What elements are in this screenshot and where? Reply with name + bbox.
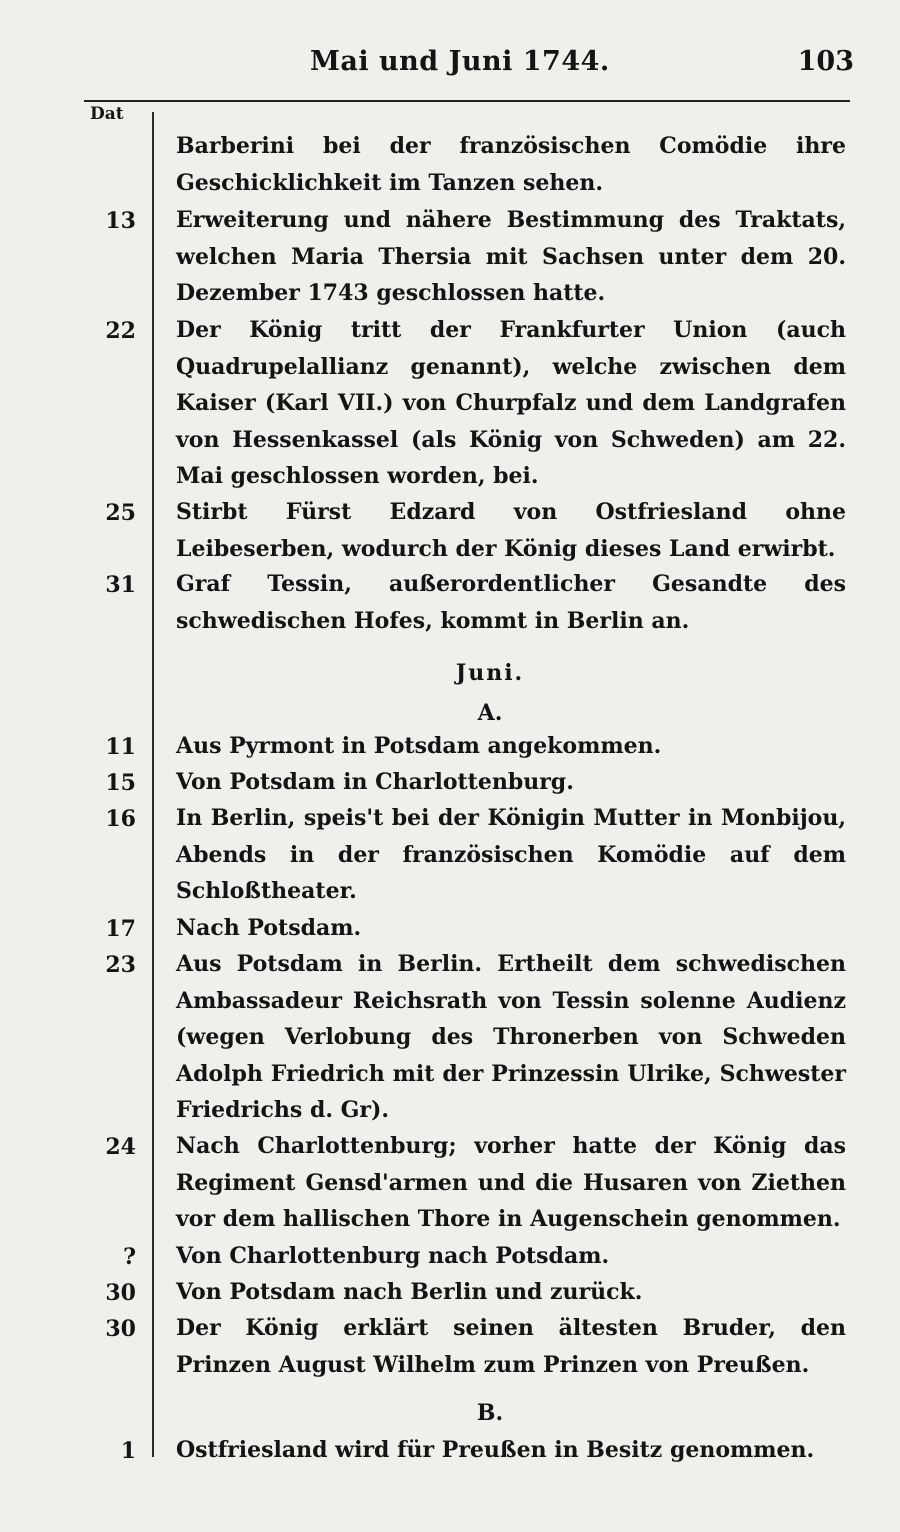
entry-day: 24: [105, 1134, 136, 1160]
entry-day: 22: [105, 318, 136, 344]
entry-text: Nach Potsdam.: [176, 915, 362, 941]
subsection-b: B.: [476, 1400, 504, 1426]
page-number: 103: [797, 46, 854, 77]
entry-text: Aus Pyrmont in Potsdam angekommen.: [176, 733, 662, 759]
entry-text: In Berlin, speis't bei der Königin Mutter in Monbijou, Abends in der französischen Komödie auf dem Schloßtheater.: [176, 805, 846, 904]
entry-text: Erweiterung und nähere Bestimmung des Traktats, welchen Maria Thersia mit Sachsen unter dem 20. Dezember 1743 geschlossen hatte.: [176, 207, 846, 306]
entry-text: Graf Tessin, außerordentlicher Gesandte des schwedischen Hofes, kommt in Berlin an.: [176, 571, 846, 634]
entry-text: Nach Charlottenburg; vorher hatte der König das Regiment Gensd'armen und die Husaren von Ziethen vor dem hallischen Thore in Augenschein genommen.: [176, 1133, 846, 1232]
entry-text: Von Charlottenburg nach Potsdam.: [176, 1243, 610, 1269]
entry-text: Aus Potsdam in Berlin. Ertheilt dem schwedischen Ambassadeur Reichsrath von Tessin solenne Audienz (wegen Verlobung des Thronerben von Schweden Adolph Friedrich mit der Prinzessin Ulrike, Schwester Friedrichs d. Gr).: [176, 951, 846, 1123]
entry-text: Der König erklärt seinen ältesten Bruder, den Prinzen August Wilhelm zum Prinzen von Preußen.: [176, 1315, 846, 1378]
entry-text: Ostfriesland wird für Preußen in Besitz genommen.: [176, 1437, 815, 1463]
entry-day: 11: [105, 734, 136, 760]
entry-day: 17: [105, 916, 136, 942]
entry-day: 15: [105, 770, 136, 796]
entry-day: 31: [105, 572, 136, 598]
date-column-label: Dat: [90, 104, 124, 124]
entry-day: 16: [105, 806, 136, 832]
entry-text: Der König tritt der Frankfurter Union (auch Quadrupelallianz genannt), welche zwischen dem Kaiser (Karl VII.) von Churpfalz und dem Landgrafen von Hessenkassel (als König von Schweden) am 22. Mai geschlossen worden, bei.: [176, 317, 846, 489]
page-header: [0, 38, 900, 88]
entry-day: 1: [120, 1438, 136, 1464]
entry-day: 30: [105, 1280, 136, 1306]
entry-day: 13: [105, 208, 136, 234]
date-column-rule: [152, 112, 154, 1457]
subsection-a: A.: [477, 700, 503, 726]
entry-text: Barberini bei der französischen Comödie ihre Geschicklichkeit im Tanzen sehen.: [176, 133, 846, 196]
running-title: Mai und Juni 1744.: [310, 46, 610, 77]
entry-text: Von Potsdam nach Berlin und zurück.: [176, 1279, 643, 1305]
entry-day: 23: [105, 952, 136, 978]
header-rule: [84, 100, 850, 102]
entry-day: ?: [123, 1244, 136, 1270]
section-title-june: Juni.: [455, 660, 525, 686]
entry-day: 25: [105, 500, 136, 526]
entry-day: 30: [105, 1316, 136, 1342]
entry-text: Stirbt Fürst Edzard von Ostfriesland ohne Leibeserben, wodurch der König dieses Land erwirbt.: [176, 499, 846, 562]
entry-text: Von Potsdam in Charlottenburg.: [176, 769, 574, 795]
